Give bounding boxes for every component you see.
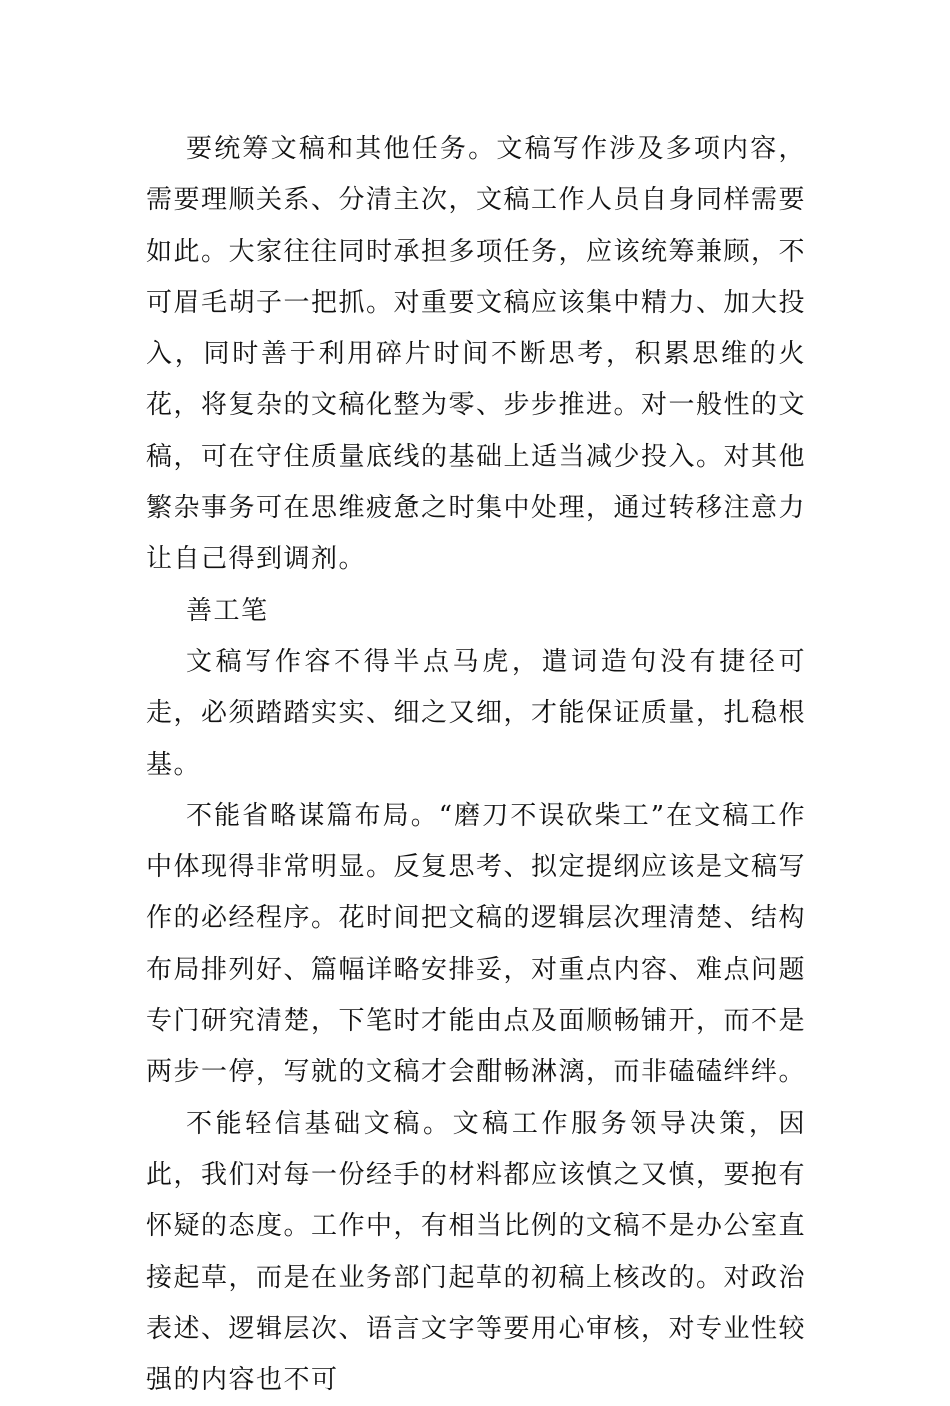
section-heading: 善工笔 [186,595,269,626]
document-page [146,124,806,1406]
paragraph-verify-drafts: 不能轻信基础文稿。文稿工作服务领导决策，因此，我们对每一份经手的材料都应该慎之又慎，要抱有怀疑的态度。工作中，有相当比例的文稿不是办公室直接起草，而是在业务部门起草的初稿上核改的。对政治表述、逻辑层次、语言文字等要用心审核，对专业性较强的内容也不可 [146,1108,807,1396]
paragraph-coordinate-tasks: 要统筹文稿和其他任务。文稿写作涉及多项内容，需要理顺关系、分清主次，文稿工作人员自身同样需要如此。大家往往同时承担多项任务，应该统筹兼顾，不可眉毛胡子一把抓。对重要文稿应该集中精力、加大投入，同时善于利用碎片时间不断思考，积累思维的火花，将复杂的文稿化整为零、步步推进。对一般性的文稿，可在守住质量底线的基础上适当减少投入。对其他繁杂事务可在思维疲惫之时集中处理，通过转移注意力让自己得到调剂。 [146,134,807,575]
paragraph-careful-writing: 文稿写作容不得半点马虎，遣词造句没有捷径可走，必须踏踏实实、细之又细，才能保证质量，扎稳根基。 [146,646,807,780]
paragraph-planning-layout: 不能省略谋篇布局。“磨刀不误砍柴工”在文稿工作中体现得非常明显。反复思考、拟定提纲应该是文稿写作的必经程序。花时间把文稿的逻辑层次理清楚、结构布局排列好、篇幅详略安排妥，对重点内容、难点问题专门研究清楚，下笔时才能由点及面顺畅铺开，而不是两步一停，写就的文稿才会酣畅淋漓，而非磕磕绊绊。 [146,800,807,1088]
